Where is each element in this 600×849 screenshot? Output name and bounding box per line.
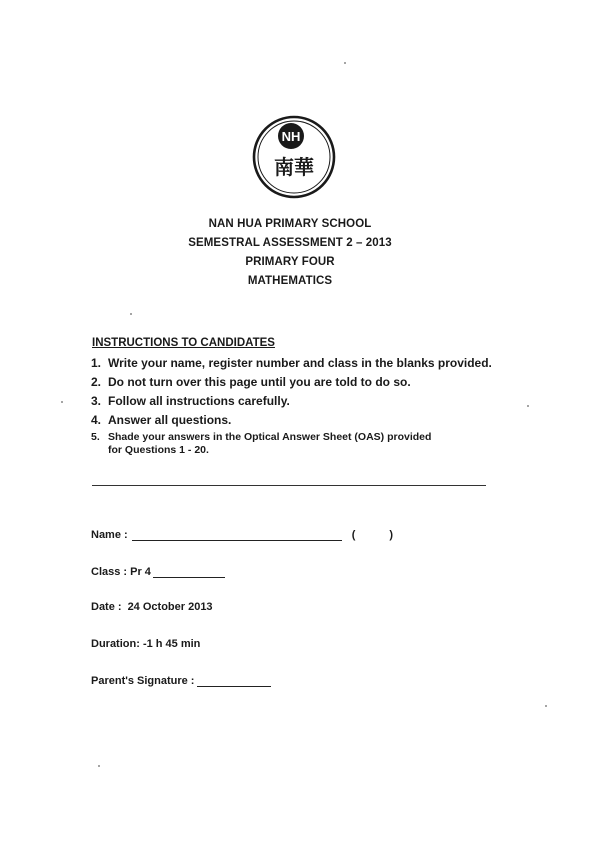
instruction-number: 4. bbox=[91, 413, 102, 427]
name-blank[interactable] bbox=[132, 528, 342, 541]
level-title: PRIMARY FOUR bbox=[245, 256, 335, 268]
instruction-text: Write your name, register number and class in the blanks provided. bbox=[108, 356, 492, 370]
instruction-text: Shade your answers in the Optical Answer Sheet (OAS) provided for Questions 1 - 20. bbox=[108, 431, 432, 456]
signature-label: Parent's Signature : bbox=[91, 675, 195, 687]
scan-speck bbox=[527, 405, 529, 407]
register-paren-close: ) bbox=[389, 529, 394, 541]
instruction-number: 3. bbox=[91, 394, 102, 408]
school-name: NAN HUA PRIMARY SCHOOL bbox=[208, 218, 372, 230]
instruction-text: Do not turn over this page until you are told to do so. bbox=[108, 375, 411, 389]
register-paren-open: ( bbox=[351, 529, 356, 541]
signature-blank[interactable] bbox=[197, 674, 271, 687]
assessment-title: SEMESTRAL ASSESSMENT 2 – 2013 bbox=[188, 237, 392, 249]
instruction-item bbox=[91, 393, 551, 412]
instruction-number: 2. bbox=[91, 375, 102, 389]
instruction-text: Follow all instructions carefully. bbox=[108, 394, 290, 408]
instruction-item bbox=[91, 374, 551, 393]
signature-field bbox=[91, 674, 271, 687]
duration-label: Duration: -1 h 45 min bbox=[91, 638, 201, 650]
logo-characters: 南華 bbox=[274, 155, 314, 179]
instruction-number: 1. bbox=[91, 356, 102, 370]
instruction-item bbox=[91, 412, 551, 431]
class-field bbox=[91, 565, 225, 578]
scan-speck bbox=[130, 313, 132, 315]
name-field bbox=[91, 528, 393, 541]
school-logo bbox=[251, 114, 337, 200]
class-label: Class : Pr 4 bbox=[91, 566, 151, 578]
duration-field bbox=[91, 638, 200, 650]
scan-speck bbox=[344, 62, 346, 64]
subject-title: MATHEMATICS bbox=[247, 275, 333, 287]
instruction-item bbox=[91, 355, 551, 374]
date-label: Date : bbox=[91, 601, 122, 613]
instruction-text: Answer all questions. bbox=[108, 413, 232, 427]
scan-speck bbox=[545, 705, 547, 707]
class-blank[interactable] bbox=[153, 565, 225, 578]
scan-speck bbox=[61, 401, 63, 403]
instruction-number: 5. bbox=[91, 431, 100, 443]
date-value: 24 October 2013 bbox=[127, 601, 213, 613]
section-divider bbox=[92, 485, 486, 486]
instruction-item bbox=[91, 431, 551, 461]
instructions-list bbox=[91, 355, 551, 461]
logo-monogram: NH bbox=[281, 129, 301, 144]
name-label: Name : bbox=[91, 529, 128, 541]
scan-speck bbox=[98, 765, 100, 767]
instructions-title: INSTRUCTIONS TO CANDIDATES bbox=[92, 337, 275, 349]
date-field bbox=[91, 601, 213, 613]
